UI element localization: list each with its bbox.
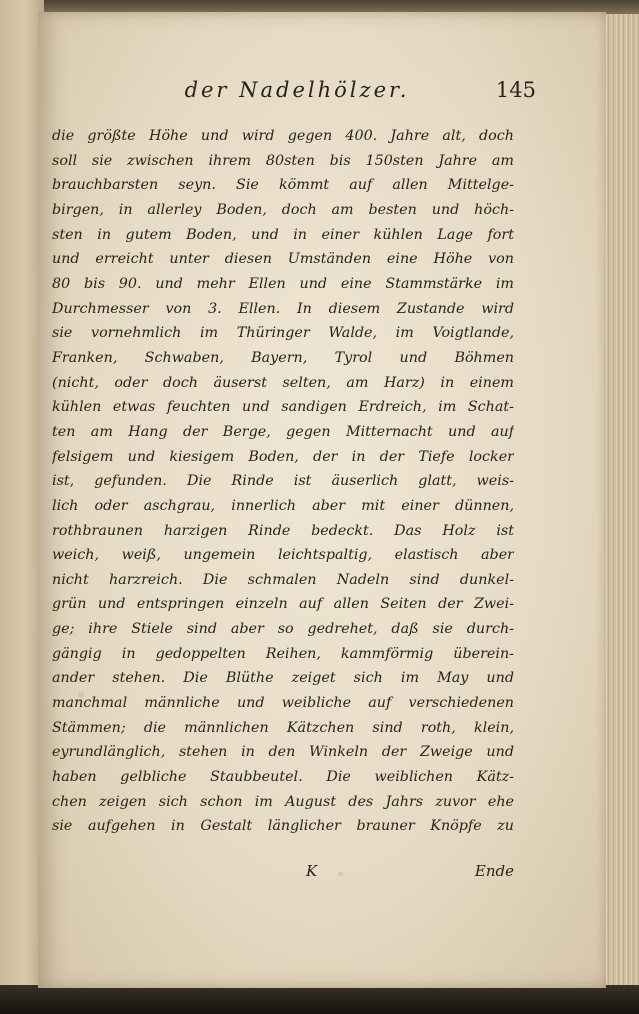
text-line: kühlen etwas feuchten und sandigen Erdreich, im Schat-	[52, 399, 514, 416]
text-line: ten am Hang der Berge, gegen Mitternacht und auf	[52, 423, 514, 440]
text-line: und erreicht unter diesen Umständen eine Höhe von	[52, 251, 514, 268]
signature-mark: K	[306, 862, 318, 880]
text-line: Durchmesser von 3. Ellen. In diesem Zustande wird	[52, 300, 514, 317]
text-line: gängig in gedoppelten Reihen, kammförmig überein-	[52, 645, 514, 662]
text-line: sie aufgehen in Gestalt länglicher brauner Knöpfe zu	[52, 818, 514, 835]
text-line: weich, weiß, ungemein leichtspaltig, elastisch aber	[52, 547, 514, 564]
text-line: ge; ihre Stiele sind aber so gedrehet, daß sie durch-	[52, 621, 514, 638]
text-line: eyrundlänglich, stehen in den Winkeln der Zweige und	[52, 744, 514, 761]
running-head: der Nadelhölzer.	[184, 78, 410, 102]
text-line: ander stehen. Die Blüthe zeiget sich im May und	[52, 670, 514, 687]
text-line: die größte Höhe und wird gegen 400. Jahre alt, doch	[52, 128, 514, 144]
text-line: manchmal männliche und weibliche auf verschiedenen	[52, 695, 514, 712]
text-line: haben gelbliche Staubbeutel. Die weiblichen Kätz-	[52, 769, 514, 786]
body-text	[52, 124, 514, 839]
text-line: nicht harzreich. Die schmalen Nadeln sind dunkel-	[52, 571, 514, 588]
text-line: felsigem und kiesigem Boden, der in der Tiefe locker	[52, 448, 514, 465]
page-number: 145	[495, 78, 536, 102]
text-line: Franken, Schwaben, Bayern, Tyrol und Böhmen	[52, 349, 514, 366]
text-line: soll sie zwischen ihrem 80sten bis 150sten Jahre am	[52, 152, 514, 169]
page-footer	[52, 862, 514, 888]
text-line: rothbraunen harzigen Rinde bedeckt. Das Holz ist	[52, 522, 514, 539]
page-header	[58, 78, 536, 118]
text-line: (nicht, oder doch äuserst selten, am Harz) in einem	[52, 374, 514, 391]
text-line: lich oder aschgrau, innerlich aber mit einer dünnen,	[52, 497, 514, 514]
text-line: grün und entspringen einzeln auf allen Seiten der Zwei-	[52, 596, 514, 613]
text-line: Stämmen; die männlichen Kätzchen sind roth, klein,	[52, 719, 514, 736]
text-line: brauchbarsten seyn. Sie kömmt auf allen Mittelge-	[52, 177, 514, 194]
bottom-shadow	[0, 985, 639, 1014]
catchword: Ende	[474, 862, 514, 880]
text-line: chen zeigen sich schon im August des Jahrs zuvor ehe	[52, 793, 514, 810]
text-line: sie vornehmlich im Thüringer Walde, im Voigtlande,	[52, 325, 514, 342]
text-line: ist, gefunden. Die Rinde ist äuserlich glatt, weis-	[52, 473, 514, 490]
text-line: 80 bis 90. und mehr Ellen und eine Stammstärke im	[52, 275, 514, 292]
text-line: sten in gutem Boden, und in einer kühlen Lage fort	[52, 226, 514, 243]
text-line: birgen, in allerley Boden, doch am besten und höch-	[52, 201, 514, 218]
